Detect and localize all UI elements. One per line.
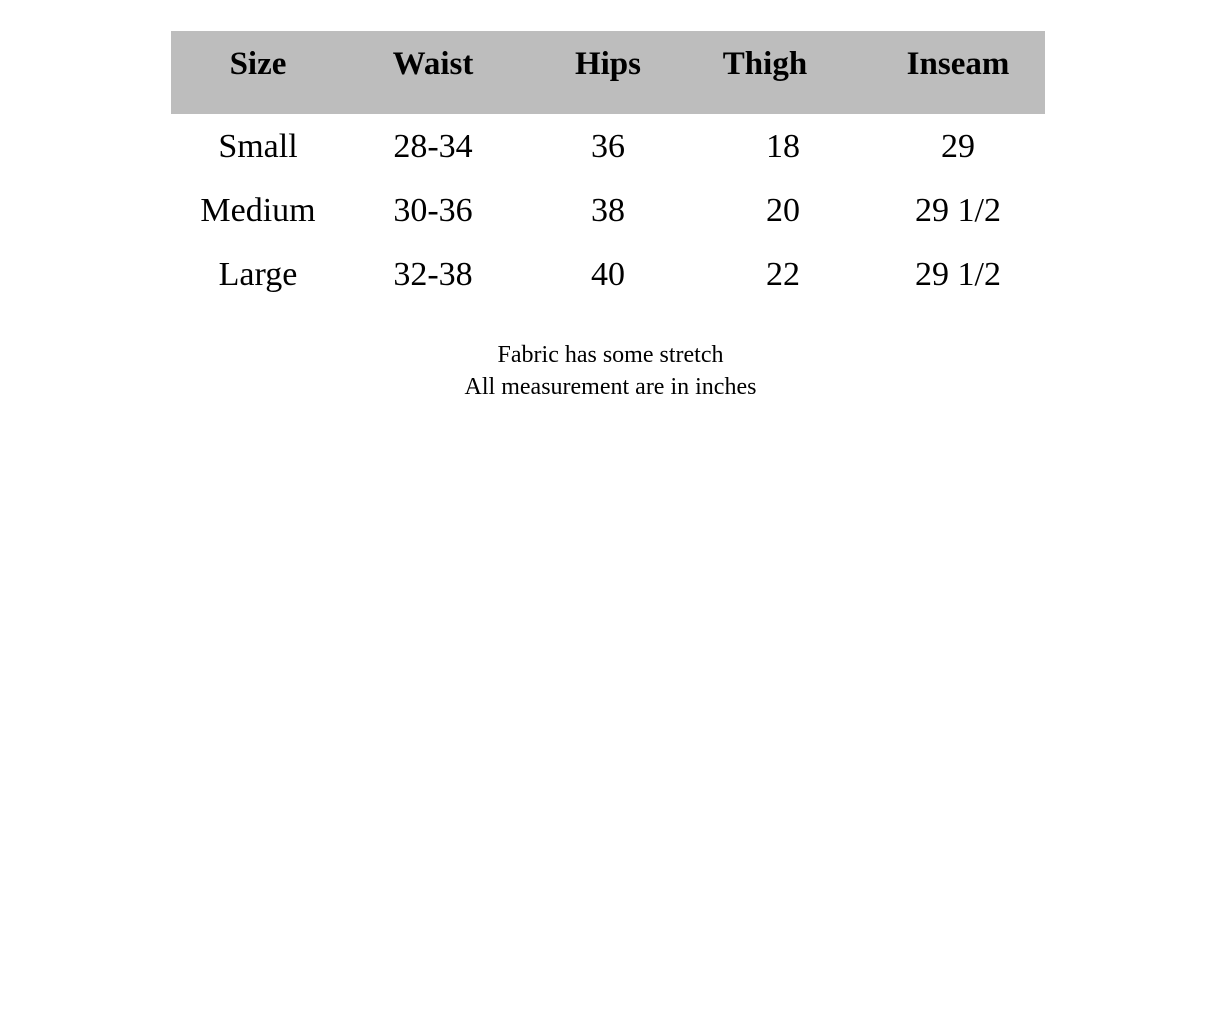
table-body: [171, 114, 1045, 319]
header-waist: Waist: [392, 46, 474, 82]
cell-hips: 40: [591, 256, 625, 293]
table-header-row: [171, 31, 1045, 114]
note-units: All measurement are in inches: [464, 374, 757, 400]
cell-hips: 38: [591, 192, 625, 229]
note-stretch: Fabric has some stretch: [497, 342, 724, 368]
cell-size: Small: [218, 128, 298, 165]
table-row: [171, 255, 1045, 319]
cell-thigh: 20: [766, 192, 800, 229]
cell-size: Large: [218, 256, 298, 293]
size-notes: [0, 339, 1221, 403]
cell-waist: 28-34: [393, 128, 473, 165]
cell-waist: 30-36: [393, 192, 473, 229]
header-size: Size: [229, 46, 287, 82]
cell-thigh: 18: [766, 128, 800, 165]
cell-waist: 32-38: [393, 256, 473, 293]
cell-size: Medium: [200, 192, 316, 229]
header-hips: Hips: [574, 46, 642, 82]
table-row: [171, 127, 1045, 191]
header-thigh: Thigh: [722, 46, 808, 82]
size-chart-table: [171, 31, 1045, 319]
cell-inseam: 29: [941, 128, 975, 165]
table-row: [171, 191, 1045, 255]
cell-thigh: 22: [766, 256, 800, 293]
cell-inseam: 29 1/2: [915, 256, 1001, 293]
cell-inseam: 29 1/2: [915, 192, 1001, 229]
header-inseam: Inseam: [906, 46, 1010, 82]
cell-hips: 36: [591, 128, 625, 165]
